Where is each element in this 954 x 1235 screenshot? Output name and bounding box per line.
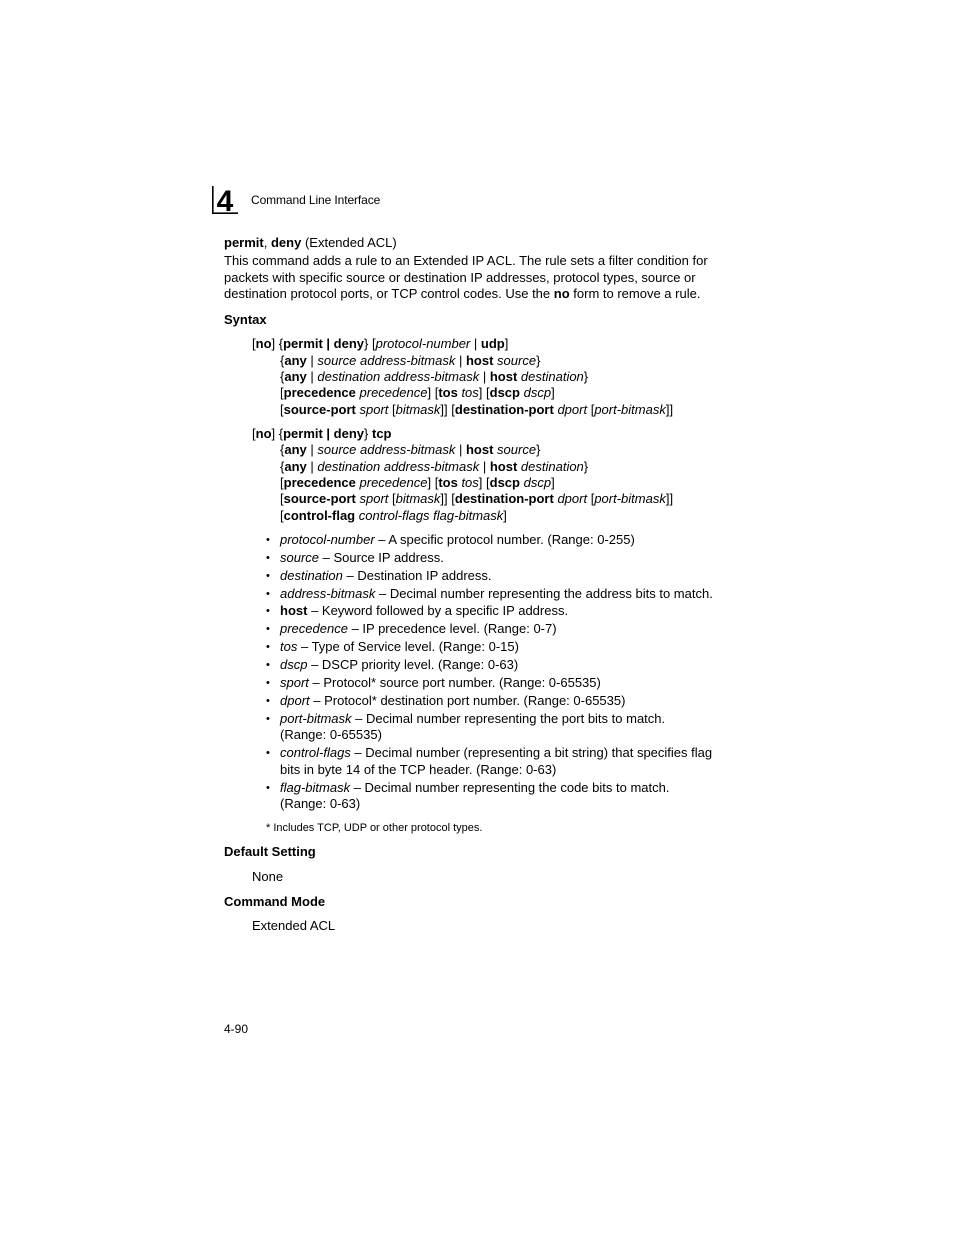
- command-mode-heading: Command Mode: [224, 894, 326, 909]
- syntax-line: [source-port sport [bitmask]] [destination-port dport [port-bitmask]]: [280, 491, 674, 506]
- list-item: tos – Type of Service level. (Range: 0-15): [280, 639, 519, 654]
- list-item: address-bitmask – Decimal number representing the address bits to match.: [280, 586, 713, 601]
- description-line: This command adds a rule to an Extended IP ACL. The rule sets a filter condition for: [224, 253, 708, 268]
- syntax-line: [control-flag control-flags flag-bitmask]: [280, 508, 507, 523]
- list-item: precedence – IP precedence level. (Range: 0-7): [280, 621, 557, 636]
- description-line: destination protocol ports, or TCP control codes. Use the no form to remove a rule.: [224, 286, 701, 301]
- list-item: flag-bitmask – Decimal number representing the code bits to match.: [280, 780, 670, 795]
- footnote: * Includes TCP, UDP or other protocol types.: [266, 822, 483, 834]
- syntax-line: [no] {permit | deny} tcp: [252, 426, 392, 441]
- list-item-continuation: (Range: 0-65535): [280, 727, 382, 742]
- list-item: sport – Protocol* source port number. (Range: 0-65535): [280, 675, 601, 690]
- list-item-continuation: bits in byte 14 of the TCP header. (Range: 0-63): [280, 762, 557, 777]
- chapter-number: 4: [216, 186, 234, 214]
- chapter-number-badge: [212, 186, 238, 214]
- list-item: destination – Destination IP address.: [280, 568, 492, 583]
- list-item: source – Source IP address.: [280, 550, 444, 565]
- page-number: 4-90: [224, 1022, 249, 1036]
- syntax-line: {any | destination address-bitmask | host destination}: [280, 459, 589, 474]
- command-mode-value: Extended ACL: [252, 918, 336, 933]
- syntax-line: [no] {permit | deny} [protocol-number | udp]: [252, 336, 509, 351]
- list-item-continuation: (Range: 0-63): [280, 796, 361, 811]
- syntax-line: [precedence precedence] [tos tos] [dscp dscp]: [280, 475, 555, 490]
- list-item: host – Keyword followed by a specific IP address.: [280, 603, 569, 618]
- list-item: dport – Protocol* destination port number. (Range: 0-65535): [280, 693, 626, 708]
- list-item: dscp – DSCP priority level. (Range: 0-63): [280, 657, 519, 672]
- default-setting-value: None: [252, 869, 284, 884]
- chapter-title: Command Line Interface: [251, 193, 381, 207]
- list-item: port-bitmask – Decimal number representing the port bits to match.: [280, 711, 666, 726]
- syntax-line: [precedence precedence] [tos tos] [dscp dscp]: [280, 385, 555, 400]
- command-title: permit, deny (Extended ACL): [224, 235, 397, 250]
- syntax-heading: Syntax: [224, 312, 267, 327]
- syntax-line: {any | source address-bitmask | host source}: [280, 353, 541, 368]
- default-setting-heading: Default Setting: [224, 844, 316, 859]
- description-line: packets with specific source or destination IP addresses, protocol types, source or: [224, 270, 696, 285]
- list-item: protocol-number – A specific protocol number. (Range: 0-255): [280, 532, 635, 547]
- syntax-line: [source-port sport [bitmask]] [destination-port dport [port-bitmask]]: [280, 402, 674, 417]
- list-item: control-flags – Decimal number (representing a bit string) that specifies flag: [280, 745, 713, 760]
- syntax-line: {any | destination address-bitmask | host destination}: [280, 369, 589, 384]
- syntax-line: {any | source address-bitmask | host source}: [280, 442, 541, 457]
